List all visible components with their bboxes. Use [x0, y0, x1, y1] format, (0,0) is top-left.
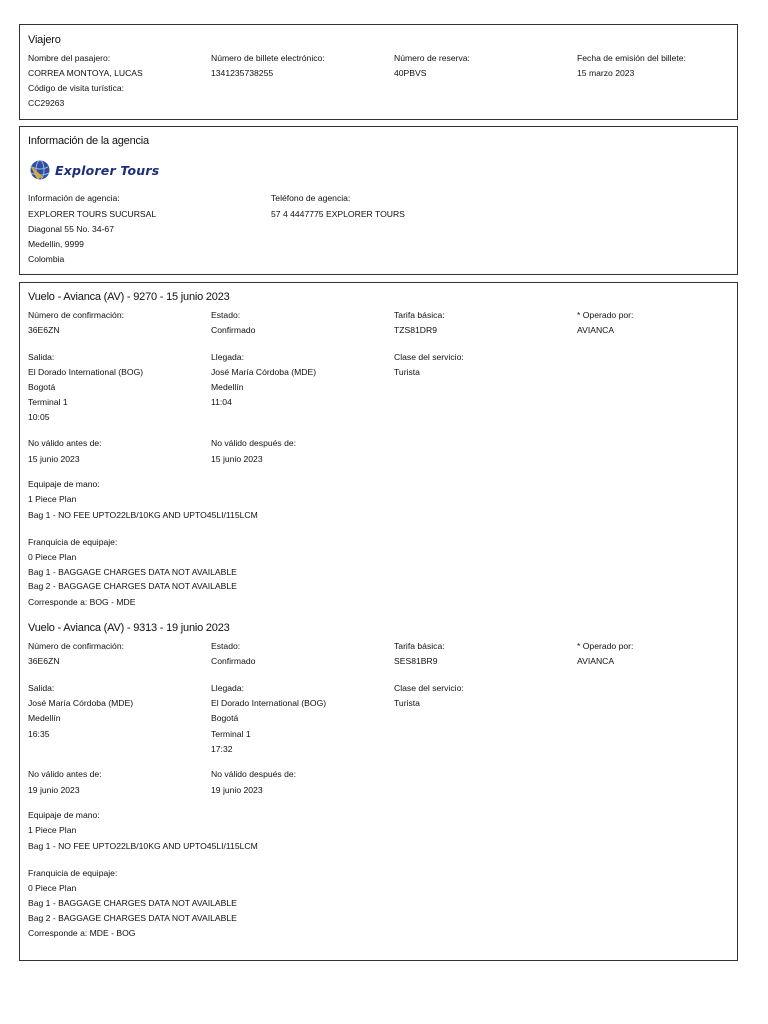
- allowance-line: Bag 2 - BAGGAGE CHARGES DATA NOT AVAILABLE: [28, 581, 237, 591]
- confirmation-value: 36E6ZN: [28, 325, 60, 335]
- allowance-line: Bag 2 - BAGGAGE CHARGES DATA NOT AVAILABLE: [28, 913, 237, 923]
- issue-date-value: 15 marzo 2023: [577, 68, 635, 78]
- traveler-title: Viajero: [28, 34, 61, 46]
- departure-line: 16:35: [28, 729, 50, 739]
- arrival-line: 11:04: [211, 397, 232, 407]
- agency-info-line: EXPLORER TOURS SUCURSAL: [28, 209, 157, 219]
- not-before-label: No válido antes de:: [28, 438, 102, 448]
- arrival-line: 17:32: [211, 744, 233, 754]
- arrival-line: Bogotá: [211, 713, 239, 723]
- issue-date-label: Fecha de emisión del billete:: [577, 53, 686, 63]
- operated-by-value: AVIANCA: [577, 325, 615, 335]
- allowance-line: Corresponde a: BOG - MDE: [28, 597, 136, 607]
- allowance-label: Franquicia de equipaje:: [28, 537, 118, 547]
- fare-label: Tarifa básica:: [394, 310, 445, 320]
- not-before-value: 19 junio 2023: [28, 785, 80, 795]
- flight-title: Vuelo - Avianca (AV) - 9270 - 15 junio 2023: [28, 291, 230, 303]
- ticket-label: Número de billete electrónico:: [211, 53, 325, 63]
- agency-info-line: Diagonal 55 No. 34-67: [28, 224, 114, 234]
- arrival-line: Terminal 1: [211, 729, 251, 739]
- allowance-line: 0 Piece Plan: [28, 883, 77, 893]
- agency-title: Información de la agencia: [28, 135, 149, 147]
- confirmation-label: Número de confirmación:: [28, 641, 125, 651]
- not-after-value: 15 junio 2023: [211, 454, 263, 464]
- class-value: Turista: [394, 698, 420, 708]
- flights-section: [19, 282, 738, 961]
- carry-on-line: Bag 1 - NO FEE UPTO22LB/10KG AND UPTO45LI/115LCM: [28, 510, 258, 520]
- operated-by-label: * Operado por:: [577, 641, 634, 651]
- carry-on-label: Equipaje de mano:: [28, 479, 100, 489]
- agency-phone-value: 57 4 4447775 EXPLORER TOURS: [271, 209, 405, 219]
- carry-on-line: 1 Piece Plan: [28, 825, 77, 835]
- arrival-label: Llegada:: [211, 683, 244, 693]
- allowance-line: Bag 1 - BAGGAGE CHARGES DATA NOT AVAILABLE: [28, 898, 237, 908]
- allowance-label: Franquicia de equipaje:: [28, 868, 118, 878]
- confirmation-label: Número de confirmación:: [28, 310, 125, 320]
- departure-line: 10:05: [28, 412, 50, 422]
- fare-label: Tarifa básica:: [394, 641, 445, 651]
- departure-line: Medellín: [28, 713, 61, 723]
- agency-info-line: Colombia: [28, 254, 65, 264]
- arrival-line: Medellín: [211, 382, 244, 392]
- fare-value: SES81BR9: [394, 656, 438, 666]
- agency-logo: [29, 159, 159, 181]
- not-after-label: No válido después de:: [211, 438, 297, 448]
- status-value: Confirmado: [211, 325, 256, 335]
- class-label: Clase del servicio:: [394, 352, 464, 362]
- departure-line: José María Córdoba (MDE): [28, 698, 134, 708]
- status-value: Confirmado: [211, 656, 256, 666]
- passenger-label: Nombre del pasajero:: [28, 53, 111, 63]
- carry-on-line: 1 Piece Plan: [28, 494, 77, 504]
- globe-icon: [29, 159, 51, 181]
- class-value: Turista: [394, 367, 420, 377]
- agency-phone-label: Teléfono de agencia:: [271, 193, 351, 203]
- agency-logo-text: Explorer Tours: [55, 162, 160, 178]
- fare-value: TZS81DR9: [394, 325, 437, 335]
- departure-label: Salida:: [28, 683, 55, 693]
- traveler-section: [19, 24, 738, 120]
- agency-info-label: Información de agencia:: [28, 193, 120, 203]
- visit-code-value: CC29263: [28, 98, 65, 108]
- departure-line: Terminal 1: [28, 397, 68, 407]
- carry-on-label: Equipaje de mano:: [28, 810, 100, 820]
- not-after-value: 19 junio 2023: [211, 785, 263, 795]
- ticket-value: 1341235738255: [211, 68, 274, 78]
- agency-section: [19, 126, 738, 275]
- class-label: Clase del servicio:: [394, 683, 464, 693]
- operated-by-label: * Operado por:: [577, 310, 634, 320]
- passenger-value: CORREA MONTOYA, LUCAS: [28, 68, 143, 78]
- confirmation-value: 36E6ZN: [28, 656, 60, 666]
- status-label: Estado:: [211, 641, 241, 651]
- departure-line: Bogotá: [28, 382, 56, 392]
- arrival-line: José María Córdoba (MDE): [211, 367, 317, 377]
- flight-title: Vuelo - Avianca (AV) - 9313 - 19 junio 2023: [28, 622, 230, 634]
- agency-info-line: Medellin, 9999: [28, 239, 84, 249]
- allowance-line: Corresponde a: MDE - BOG: [28, 928, 136, 938]
- arrival-line: El Dorado International (BOG): [211, 698, 327, 708]
- departure-label: Salida:: [28, 352, 55, 362]
- carry-on-line: Bag 1 - NO FEE UPTO22LB/10KG AND UPTO45LI/115LCM: [28, 841, 258, 851]
- departure-line: El Dorado International (BOG): [28, 367, 144, 377]
- reservation-value: 40PBVS: [394, 68, 427, 78]
- reservation-label: Número de reserva:: [394, 53, 470, 63]
- status-label: Estado:: [211, 310, 241, 320]
- not-before-label: No válido antes de:: [28, 769, 102, 779]
- arrival-label: Llegada:: [211, 352, 244, 362]
- visit-code-label: Código de visita turística:: [28, 83, 125, 93]
- allowance-line: Bag 1 - BAGGAGE CHARGES DATA NOT AVAILABLE: [28, 567, 237, 577]
- allowance-line: 0 Piece Plan: [28, 552, 77, 562]
- not-after-label: No válido después de:: [211, 769, 297, 779]
- operated-by-value: AVIANCA: [577, 656, 615, 666]
- not-before-value: 15 junio 2023: [28, 454, 80, 464]
